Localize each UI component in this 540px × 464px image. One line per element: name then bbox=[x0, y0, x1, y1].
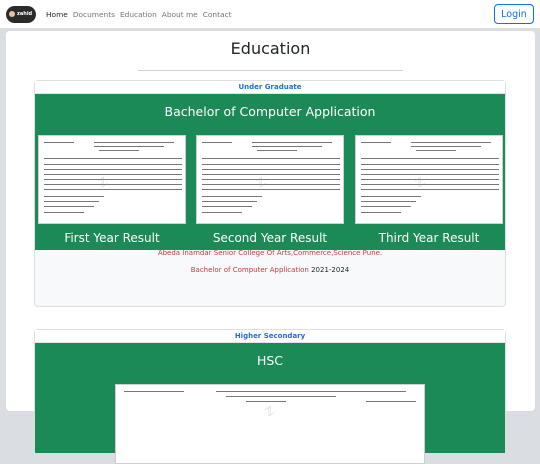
undergraduate-header: Under Graduate bbox=[35, 81, 505, 94]
course-name: Bachelor of Computer Application bbox=[190, 266, 309, 274]
second-year-result-image[interactable] bbox=[196, 135, 344, 224]
brand-text: zahid bbox=[17, 10, 33, 17]
higher-secondary-header: Higher Secondary bbox=[35, 330, 505, 343]
course-info bbox=[35, 266, 505, 274]
top-navbar bbox=[0, 0, 540, 28]
nav-home[interactable]: Home bbox=[46, 9, 68, 19]
main-content bbox=[6, 31, 535, 420]
watermark-icon: ℤ bbox=[263, 403, 278, 420]
title-divider bbox=[138, 70, 403, 71]
third-year-label: Third Year Result bbox=[378, 231, 480, 245]
third-year-result-image[interactable] bbox=[355, 135, 503, 224]
nav-education[interactable]: Education bbox=[119, 9, 157, 19]
logo-dot-icon bbox=[9, 11, 15, 17]
hsc-title: HSC bbox=[256, 353, 284, 368]
brand-logo[interactable] bbox=[6, 6, 36, 23]
higher-secondary-panel bbox=[35, 343, 505, 453]
higher-secondary-card bbox=[34, 329, 506, 449]
watermark-icon: ℤ bbox=[413, 174, 428, 191]
undergraduate-card bbox=[34, 80, 506, 307]
watermark-icon: ℤ bbox=[96, 174, 111, 191]
college-name: Abeda Inamdar Senior College Of Arts,Commerce,Science Pune. bbox=[157, 249, 383, 257]
nav-documents[interactable]: Documents bbox=[72, 9, 115, 19]
nav-about[interactable]: About me bbox=[161, 9, 198, 19]
nav-links bbox=[46, 10, 231, 19]
undergraduate-panel bbox=[35, 94, 505, 250]
nav-contact[interactable]: Contact bbox=[202, 9, 232, 19]
first-year-label: First Year Result bbox=[64, 231, 160, 245]
page-title: Education bbox=[230, 39, 311, 58]
second-year-label: Second Year Result bbox=[212, 231, 328, 245]
first-year-result-image[interactable] bbox=[38, 135, 186, 224]
course-years: 2021-2024 bbox=[311, 266, 350, 274]
login-button[interactable]: Login bbox=[494, 4, 534, 24]
degree-title: Bachelor of Computer Application bbox=[164, 104, 376, 119]
watermark-icon: ℤ bbox=[254, 174, 269, 191]
hsc-result-image[interactable] bbox=[115, 384, 425, 464]
